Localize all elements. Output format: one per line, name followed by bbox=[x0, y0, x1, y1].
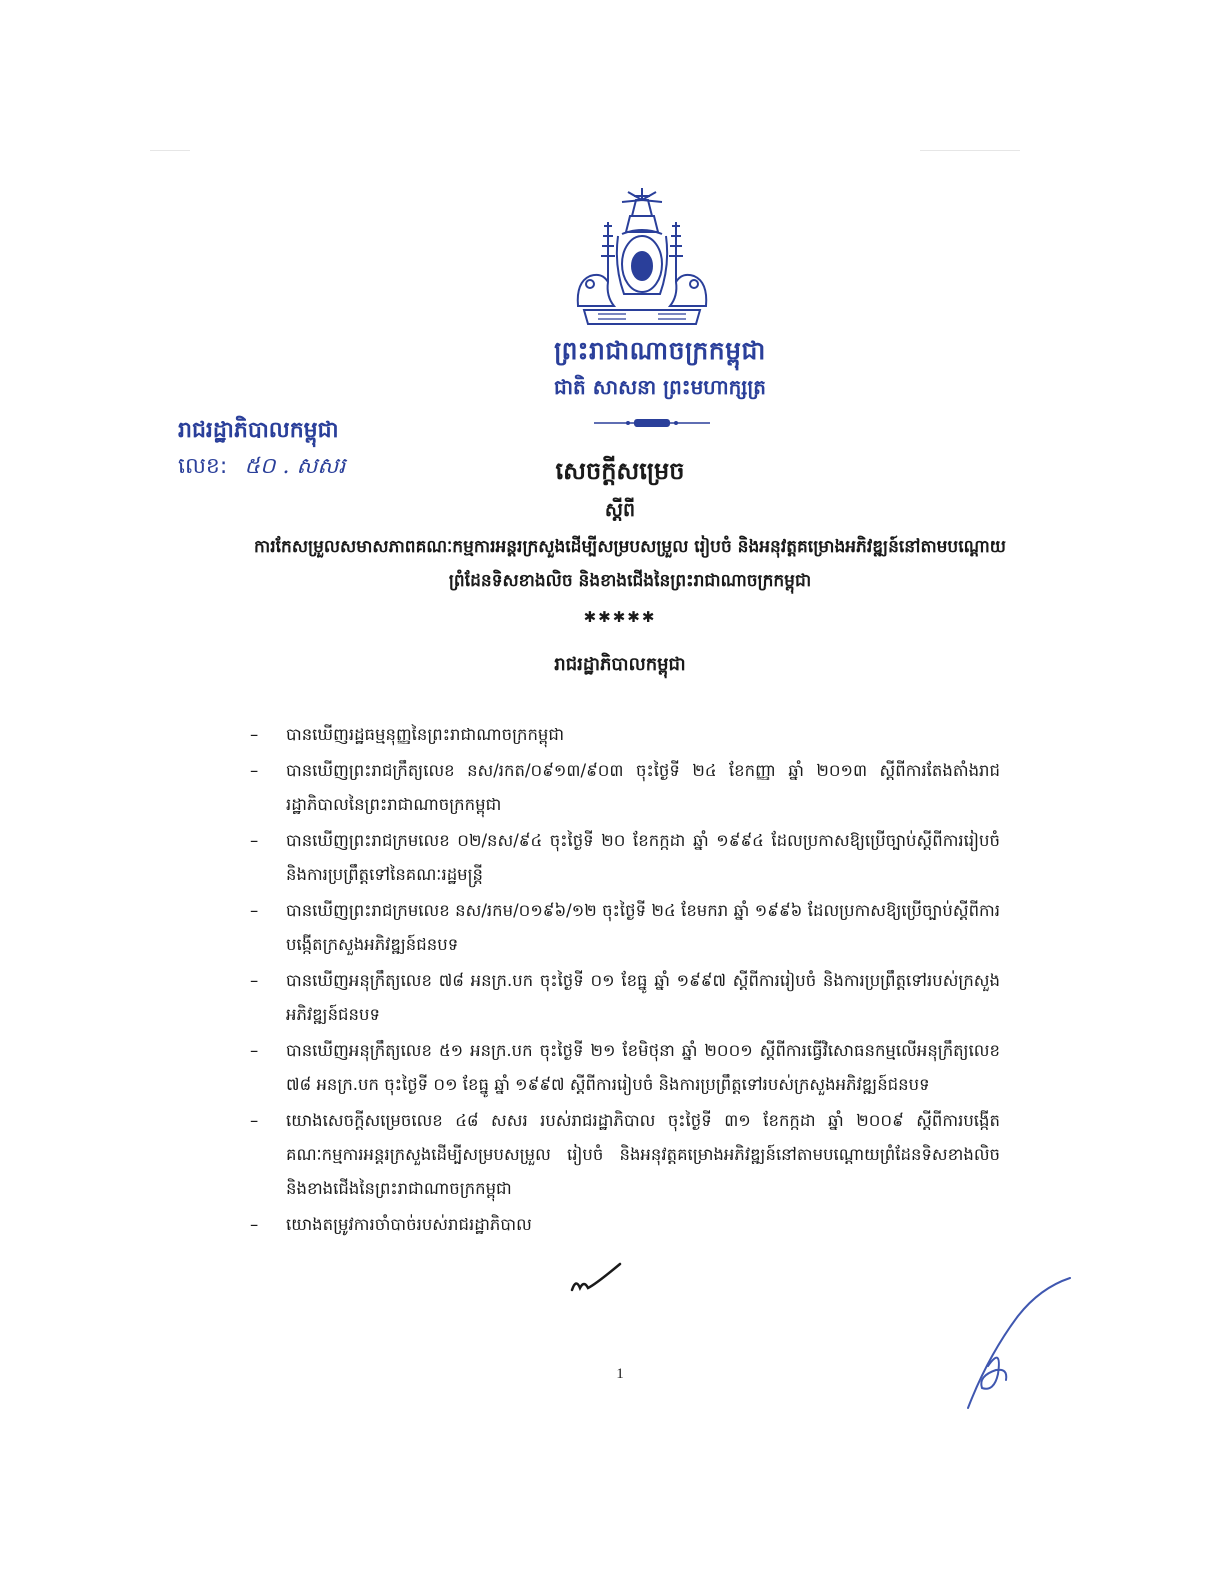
handwritten-initial-icon bbox=[566, 1258, 626, 1298]
list-item bbox=[250, 754, 1000, 822]
number-value: ៥០ . សសរ bbox=[244, 454, 346, 479]
visa-text: បានឃើញរដ្ឋធម្មនុញ្ញនៃព្រះរាជាណាចក្រកម្ពុជា bbox=[286, 725, 565, 744]
list-item bbox=[250, 1104, 1000, 1206]
bullet-dash: – bbox=[250, 1041, 259, 1060]
document-subject: ការកែសម្រួលសមាសភាពគណៈកម្មការអន្តរក្រសួងដើម្បីសម្របសម្រួល រៀបចំ និងអនុវត្តគម្រោងអភិវឌ្ឍន៍នៅតាមបណ្តោយព្រំដែនទិសខាងលិច និងខាងជើងនៃព្រះរាជាណាចក្រកម្ពុជា bbox=[254, 537, 1006, 591]
divider-ornament-icon bbox=[592, 416, 712, 430]
signature-icon bbox=[958, 1276, 1078, 1416]
list-item bbox=[250, 718, 1000, 752]
concerning-label: ស្តីពី bbox=[604, 499, 636, 521]
number-label: លេខ: bbox=[178, 454, 228, 479]
bullet-dash: – bbox=[250, 1215, 259, 1234]
star-divider: ✱✱✱✱✱ bbox=[583, 608, 657, 626]
visa-text: បានឃើញព្រះរាជក្រឹត្យលេខ នស/រកត/០៩១៣/៩០៣ ចុះថ្ងៃទី ២៤ ខែកញ្ញា ឆ្នាំ ២០១៣ ស្តីពីការតែងតាំងរាជរដ្ឋាភិបាលនៃព្រះរាជាណាចក្រកម្ពុជា bbox=[286, 761, 1000, 814]
document-title: សេចក្តីសម្រេច bbox=[555, 457, 685, 485]
issuer-heading: រាជរដ្ឋាភិបាលកម្ពុជា bbox=[554, 654, 686, 675]
page-number: 1 bbox=[616, 1366, 624, 1382]
issuing-government: រាជរដ្ឋាភិបាលកម្ពុជា bbox=[178, 418, 339, 443]
visa-text: បានឃើញព្រះរាជក្រមលេខ នស/រកម/០១៩៦/១២ ចុះថ្ងៃទី ២៤ ខែមករា ឆ្នាំ ១៩៩៦ ដែលប្រកាសឱ្យប្រើច្បាប់ស្តីពីការបង្កើតក្រសួងអភិវឌ្ឍន៍ជនបទ bbox=[286, 901, 1000, 954]
bullet-dash: – bbox=[250, 761, 259, 780]
bullet-dash: – bbox=[250, 831, 259, 850]
list-item bbox=[250, 824, 1000, 892]
list-item bbox=[250, 1208, 1000, 1242]
visa-text: បានឃើញព្រះរាជក្រមលេខ ០២/នស/៩៤ ចុះថ្ងៃទី ២០ ខែកក្កដា ឆ្នាំ ១៩៩៤ ដែលប្រកាសឱ្យប្រើច្បាប់ស្តីពីការរៀបចំ និងការប្រព្រឹត្តទៅនៃគណៈរដ្ឋមន្ត្រី bbox=[286, 831, 1000, 884]
bullet-dash: – bbox=[250, 725, 259, 744]
visa-text: យោងតម្រូវការចាំបាច់របស់រាជរដ្ឋាភិបាល bbox=[286, 1215, 532, 1234]
bullet-dash: – bbox=[250, 971, 259, 990]
document-number bbox=[178, 452, 345, 484]
royal-emblem-icon bbox=[568, 186, 716, 328]
bullet-dash: – bbox=[250, 1111, 259, 1130]
list-item bbox=[250, 964, 1000, 1032]
list-item bbox=[250, 1034, 1000, 1102]
visa-text: បានឃើញអនុក្រឹត្យលេខ ៥១ អនក្រ.បក ចុះថ្ងៃទី ២១ ខែមិថុនា ឆ្នាំ ២០០១ ស្តីពីការធ្វើវិសោធនកម្មលើអនុក្រឹត្យលេខ ៧៨ អនក្រ.បក ចុះថ្ងៃទី ០១ ខែធ្នូ ឆ្នាំ ១៩៩៧ ស្តីពីការរៀបចំ និងការប្រព្រឹត្តទៅរបស់ក្រសួងអភិវឌ្ឍន៍ជនបទ bbox=[286, 1041, 1000, 1094]
scan-artifact-right bbox=[920, 150, 1020, 151]
visa-text: យោងសេចក្តីសម្រេចលេខ ៤៨ សសរ របស់រាជរដ្ឋាភិបាល ចុះថ្ងៃទី ៣១ ខែកក្កដា ឆ្នាំ ២០០៩ ស្តីពីការបង្កើតគណៈកម្មការអន្តរក្រសួងដើម្បីសម្របសម្រួល រៀបចំ និងអនុវត្តគម្រោងអភិវឌ្ឍន៍នៅតាមបណ្តោយព្រំដែនទិសខាងលិច និងខាងជើងនៃព្រះរាជាណាចក្រកម្ពុជា bbox=[286, 1111, 1000, 1198]
list-item bbox=[250, 894, 1000, 962]
visa-list bbox=[250, 718, 1000, 1244]
scan-artifact-left bbox=[150, 150, 190, 151]
kingdom-title: ព្រះរាជាណាចក្រកម្ពុជា bbox=[554, 336, 766, 365]
bullet-dash: – bbox=[250, 901, 259, 920]
visa-text: បានឃើញអនុក្រឹត្យលេខ ៧៨ អនក្រ.បក ចុះថ្ងៃទី ០១ ខែធ្នូ ឆ្នាំ ១៩៩៧ ស្តីពីការរៀបចំ និងការប្រព្រឹត្តទៅរបស់ក្រសួងអភិវឌ្ឍន៍ជនបទ bbox=[286, 971, 1000, 1024]
national-motto: ជាតិ សាសនា ព្រះមហាក្សត្រ bbox=[554, 375, 766, 399]
